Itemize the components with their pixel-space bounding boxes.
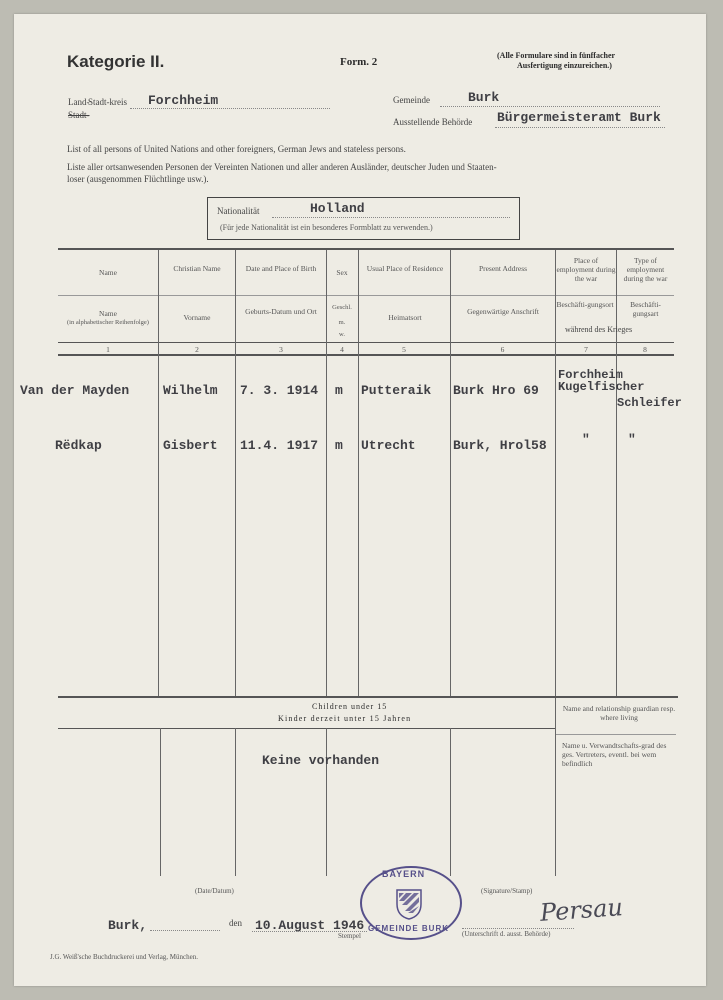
footer-den: den bbox=[229, 918, 242, 928]
col-worktype-en: Type of employment during the war bbox=[623, 256, 668, 283]
col-workplace-en: Place of employment during the war bbox=[556, 256, 616, 283]
row1-birth: 7. 3. 1914 bbox=[240, 383, 319, 398]
col-num-1: 1 bbox=[106, 345, 110, 354]
category-title: Kategorie II. bbox=[67, 52, 165, 71]
signature-label: (Signature/Stamp) bbox=[481, 887, 533, 895]
col-num-8: 8 bbox=[643, 345, 647, 354]
col-birth-en: Date and Place of Birth bbox=[245, 264, 317, 273]
row2-worktype: " bbox=[628, 432, 636, 447]
col-address-en: Present Address bbox=[478, 264, 528, 273]
col-num-6: 6 bbox=[500, 345, 505, 354]
guardian-de: Name u. Verwandtschafts-grad des ges. Vertreters, eventl. bei wem befindlich bbox=[562, 741, 667, 768]
form-sheet bbox=[14, 14, 706, 986]
nationality-label: Nationalität bbox=[217, 206, 260, 216]
col-residence-en: Usual Place of Residence bbox=[366, 264, 444, 273]
stamp-top-text: BAYERN bbox=[382, 869, 426, 879]
col-residence-de: Heimatsort bbox=[388, 313, 422, 322]
col-num-2: 2 bbox=[195, 345, 199, 354]
intro-english: List of all persons of United Nations and other foreigners, German Jews and stateless persons. bbox=[67, 144, 406, 154]
form-note-1: (Alle Formulare sind in fünffacher bbox=[497, 51, 616, 60]
row2-address: Burk, Hrol58 bbox=[453, 438, 547, 453]
col-name-en: Name bbox=[99, 268, 117, 277]
children-title-de: Kinder derzeit unter 15 Jahren bbox=[278, 714, 412, 723]
nationality-value: Holland bbox=[310, 201, 365, 216]
row1-workplace: Forchheim bbox=[558, 368, 623, 382]
unterschrift-label: (Unterschrift d. ausst. Behörde) bbox=[462, 930, 551, 938]
col-worktype-de: Beschäfti-gungsart bbox=[630, 300, 661, 318]
col-num-7: 7 bbox=[584, 345, 588, 354]
during-war-de: während des Krieges bbox=[565, 325, 633, 334]
row1-sex: m bbox=[335, 383, 343, 398]
district-value: Forchheim bbox=[148, 93, 219, 108]
date-label: (Date/Datum) bbox=[195, 887, 234, 895]
row2-birth: 11.4. 1917 bbox=[240, 438, 319, 453]
col-vorname-en: Christian Name bbox=[173, 264, 221, 273]
row2-vorname: Gisbert bbox=[163, 438, 218, 453]
col-vorname-de: Vorname bbox=[183, 313, 211, 322]
row2-sex: m bbox=[335, 438, 343, 453]
intro-german-1: Liste aller ortsanwesenden Personen der Vereinten Nationen und aller anderen Ausländer, deutscher Juden und Staaten- bbox=[67, 162, 497, 172]
authority-label: Ausstellende Behörde bbox=[393, 117, 473, 127]
col-address-de: Gegenwärtige Anschrift bbox=[467, 307, 539, 316]
nationality-note: (Für jede Nationalität ist ein besonderes Formblatt zu verwenden.) bbox=[220, 223, 433, 232]
row1-worktype-2: Schleifer bbox=[617, 396, 682, 410]
children-value: Keine vorhanden bbox=[262, 753, 380, 768]
col-sex-en: Sex bbox=[336, 268, 348, 277]
footer-date: 10.August 1946 bbox=[255, 918, 365, 933]
row1-name: Van der Mayden bbox=[20, 383, 130, 398]
row1-residence: Putteraik bbox=[361, 383, 432, 398]
form-number: Form. 2 bbox=[340, 56, 378, 68]
row2-workplace: " bbox=[582, 432, 590, 447]
gemeinde-value: Burk bbox=[468, 90, 500, 105]
col-birth-de: Geburts-Datum und Ort bbox=[245, 307, 317, 316]
signature: Persau bbox=[539, 893, 624, 927]
row1-address: Burk Hro 69 bbox=[453, 383, 539, 398]
stadtkreis-label: Stadt-kreis bbox=[88, 97, 127, 107]
col-name-de: Name bbox=[99, 309, 117, 318]
row1-vorname: Wilhelm bbox=[163, 383, 218, 398]
col-sex-de-note: m. w. bbox=[338, 319, 346, 338]
col-sex-de: Geschl. bbox=[332, 304, 352, 311]
bavarian-shield-icon bbox=[395, 888, 423, 920]
row2-name: Rëdkap bbox=[55, 438, 102, 453]
authority-value: Bürgermeisteramt Burk bbox=[497, 110, 661, 125]
gemeinde-label: Gemeinde bbox=[393, 95, 430, 105]
col-num-4: 4 bbox=[340, 345, 344, 354]
form-note-2: Ausfertigung einzureichen.) bbox=[517, 61, 612, 70]
col-num-3: 3 bbox=[279, 345, 283, 354]
stadt-label-struck: Stadt- bbox=[68, 110, 90, 120]
stamp-bottom-text: GEMEINDE BURK bbox=[368, 924, 450, 933]
landkreis-label: Land- bbox=[68, 97, 90, 107]
children-title-en: Children under 15 bbox=[312, 702, 388, 711]
col-num-5: 5 bbox=[402, 345, 406, 354]
row1-worktype-1: Kugelfischer bbox=[558, 380, 645, 394]
row2-residence: Utrecht bbox=[361, 438, 416, 453]
col-name-de-note: (in alphabetischer Reihenfolge) bbox=[67, 319, 149, 326]
stempel-label: Stempel bbox=[338, 932, 361, 940]
col-workplace-de: Beschäfti-gungsort bbox=[556, 300, 614, 309]
intro-german-2: loser (ausgenommen Flüchtlinge usw.). bbox=[67, 174, 209, 184]
footer-place: Burk, bbox=[108, 918, 148, 933]
printer-credit: J.G. Weiß'sche Buchdruckerei und Verlag, München. bbox=[50, 953, 198, 961]
guardian-en: Name and relationship guardian resp. where living bbox=[562, 704, 676, 722]
